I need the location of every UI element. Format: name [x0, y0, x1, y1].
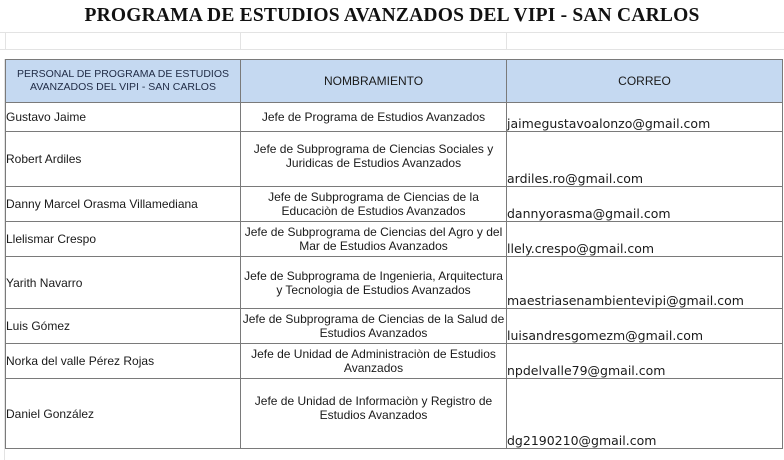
name-cell[interactable]: Llelismar Crespo — [6, 222, 241, 257]
email-cell[interactable]: maestriasenambientevipi@gmail.com — [507, 257, 783, 309]
role-cell[interactable]: Jefe de Subprograma de Ciencias Sociales y Juridicas de Estudios Avanzados — [241, 132, 507, 187]
header-nombramiento[interactable]: NOMBRAMIENTO — [241, 60, 507, 103]
email-cell[interactable]: npdelvalle79@gmail.com — [507, 344, 783, 379]
email-cell[interactable]: dg2190210@gmail.com — [507, 379, 783, 449]
blank-row[interactable] — [0, 32, 784, 50]
header-row — [6, 60, 783, 103]
role-cell[interactable]: Jefe de Unidad de Informaciòn y Registro de Estudios Avanzados — [241, 379, 507, 449]
role-cell[interactable]: Jefe de Subprograma de Ingenieria, Arquitectura y Tecnologia de Estudios Avanzados — [241, 257, 507, 309]
header-personal[interactable]: PERSONAL DE PROGRAMA DE ESTUDIOS AVANZADOS DEL VIPI - SAN CARLOS — [6, 60, 241, 103]
table-row — [6, 222, 783, 257]
table-row — [6, 257, 783, 309]
role-cell[interactable]: Jefe de Unidad de Administraciòn de Estudios Avanzados — [241, 344, 507, 379]
table-row — [6, 309, 783, 344]
table-row — [6, 103, 783, 132]
name-cell[interactable]: Danny Marcel Orasma Villamediana — [6, 187, 241, 222]
name-cell[interactable]: Gustavo Jaime — [6, 103, 241, 132]
staff-table — [5, 59, 783, 449]
name-cell[interactable]: Luis Gómez — [6, 309, 241, 344]
email-cell[interactable]: jaimegustavoalonzo@gmail.com — [507, 103, 783, 132]
role-cell[interactable]: Jefe de Programa de Estudios Avanzados — [241, 103, 507, 132]
name-cell[interactable]: Robert Ardiles — [6, 132, 241, 187]
email-cell[interactable]: dannyorasma@gmail.com — [507, 187, 783, 222]
email-cell[interactable]: luisandresgomezm@gmail.com — [507, 309, 783, 344]
role-cell[interactable]: Jefe de Subprograma de Ciencias de la Educaciòn de Estudios Avanzados — [241, 187, 507, 222]
name-cell[interactable]: Yarith Navarro — [6, 257, 241, 309]
name-cell[interactable]: Daniel González — [6, 379, 241, 449]
header-correo[interactable]: CORREO — [507, 60, 783, 103]
email-cell[interactable]: llely.crespo@gmail.com — [507, 222, 783, 257]
sheet-title: PROGRAMA DE ESTUDIOS AVANZADOS DEL VIPI - SAN CARLOS — [84, 5, 700, 26]
table-row — [6, 344, 783, 379]
table-row — [6, 132, 783, 187]
email-cell[interactable]: ardiles.ro@gmail.com — [507, 132, 783, 187]
name-cell[interactable]: Norka del valle Pérez Rojas — [6, 344, 241, 379]
role-cell[interactable]: Jefe de Subprograma de Ciencias del Agro y del Mar de Estudios Avanzados — [241, 222, 507, 257]
table-row — [6, 187, 783, 222]
role-cell[interactable]: Jefe de Subprograma de Ciencias de la Salud de Estudios Avanzados — [241, 309, 507, 344]
table-row — [6, 379, 783, 449]
